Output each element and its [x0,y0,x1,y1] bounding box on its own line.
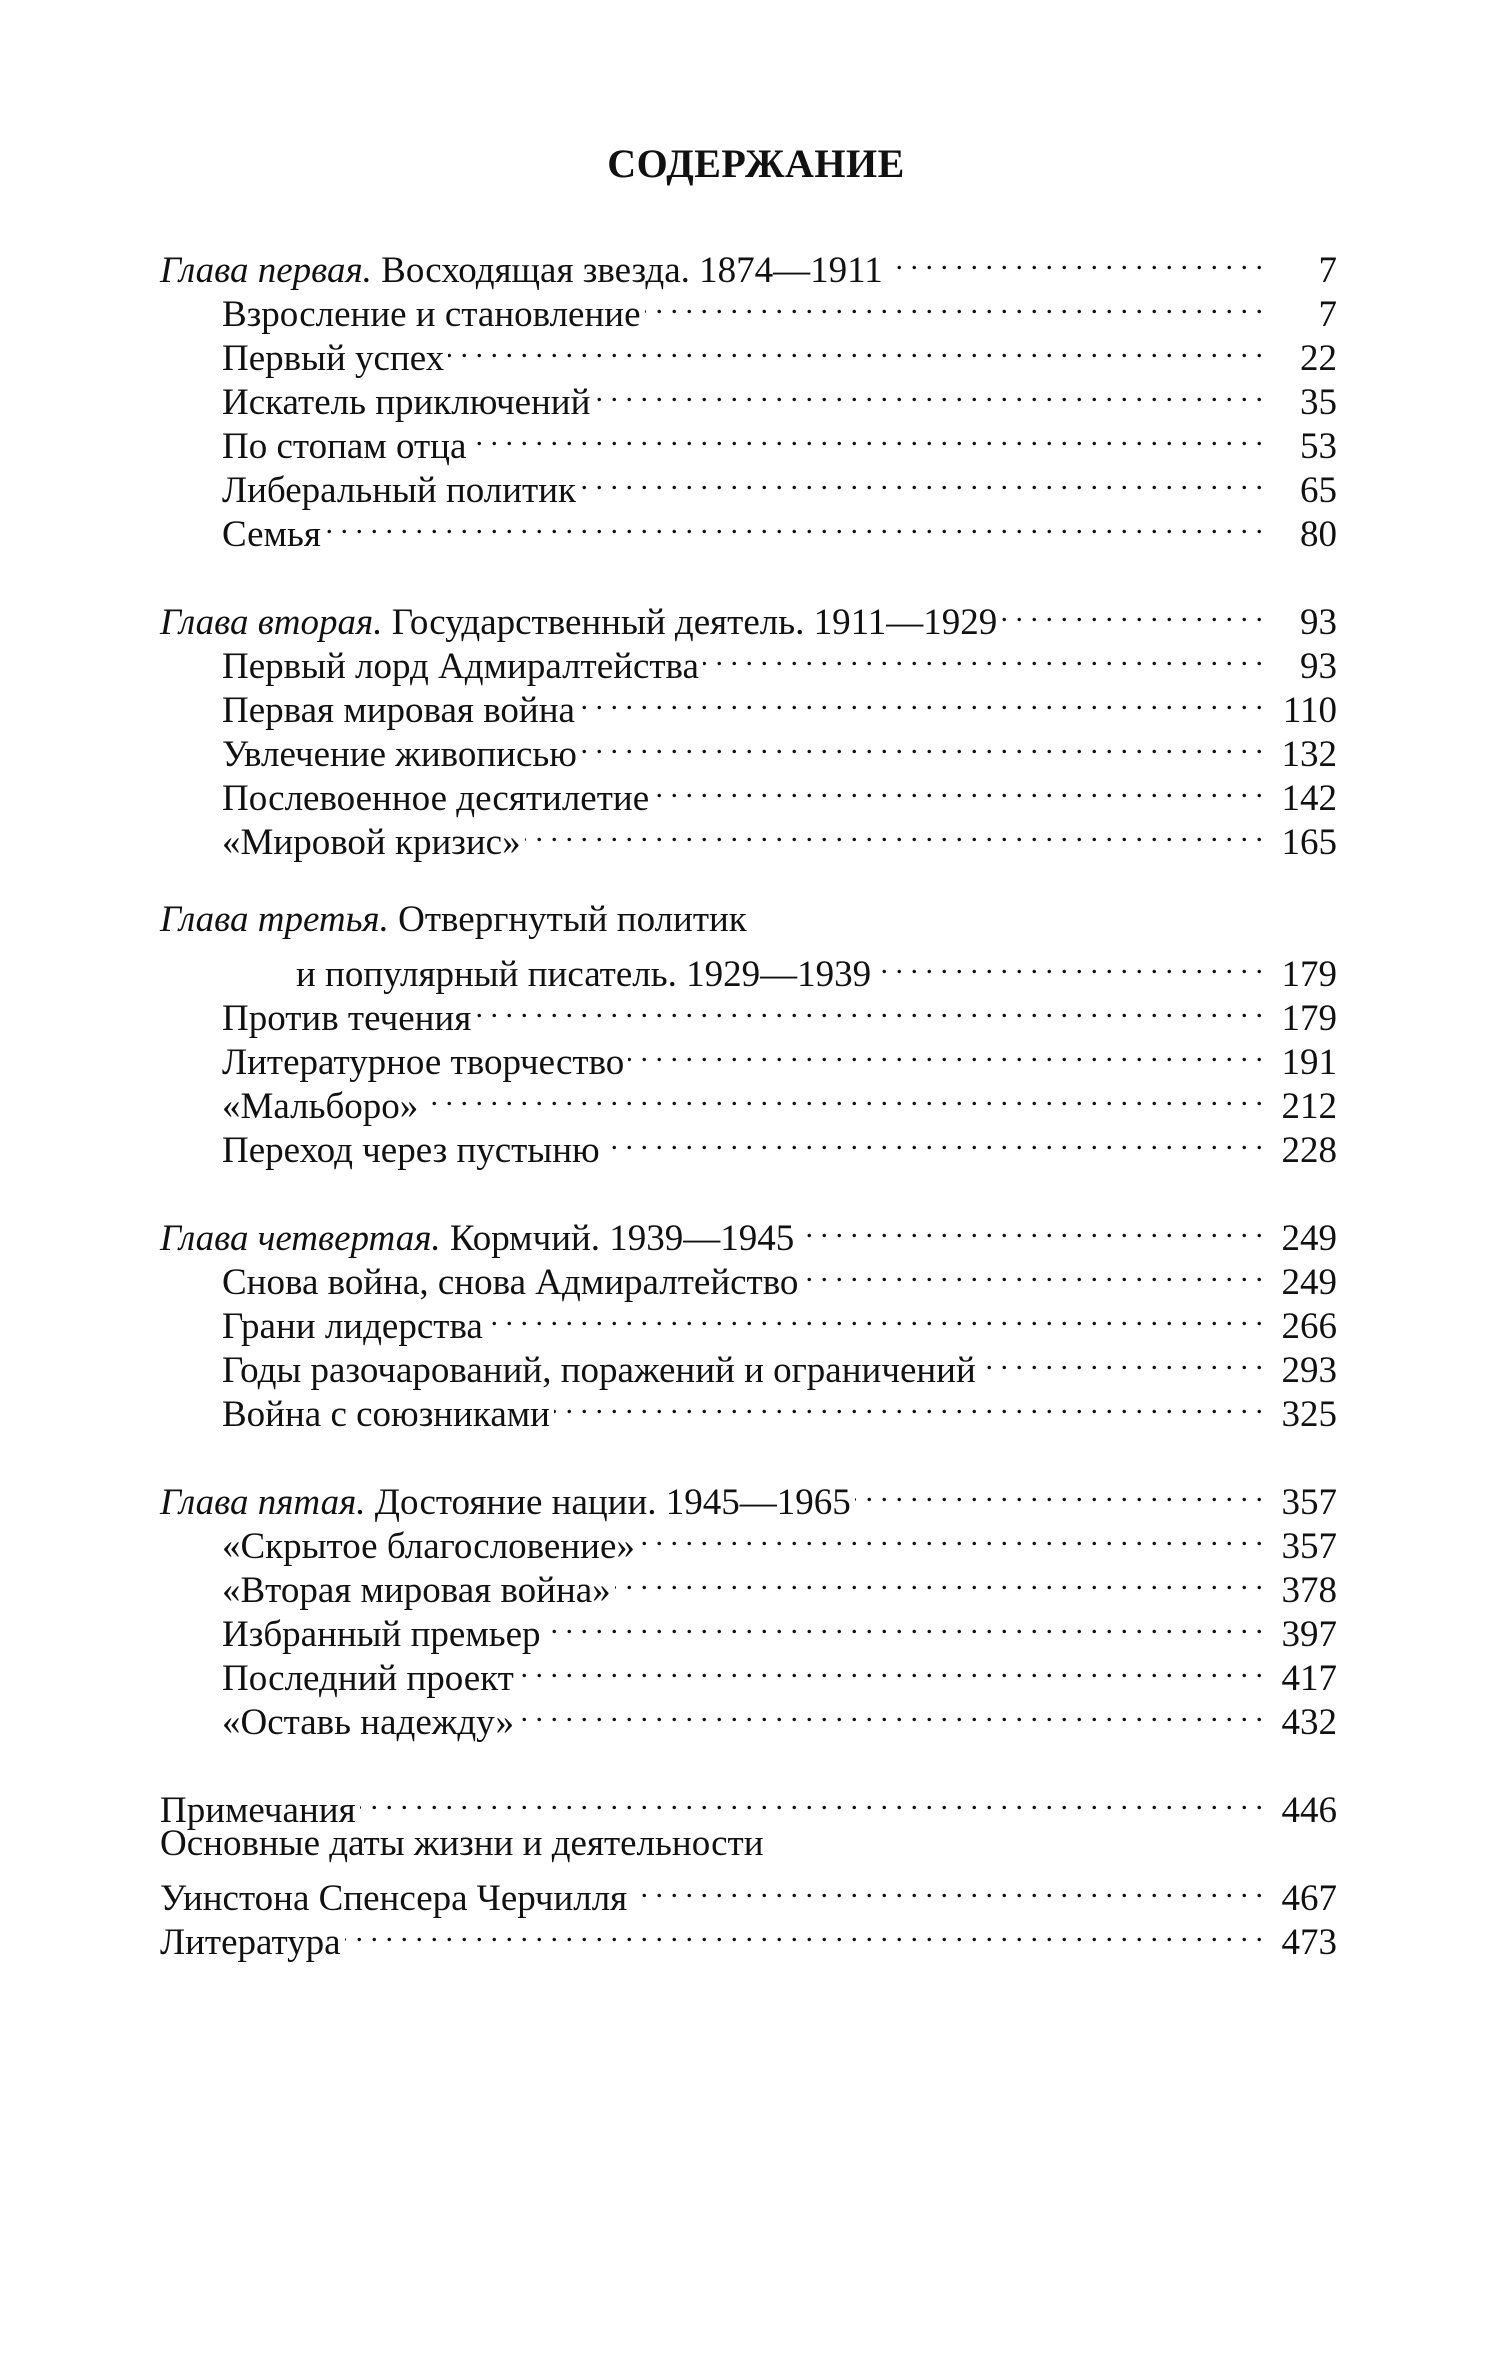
back-matter-page: 467 [1281,1878,1337,1919]
section-row [160,502,1337,555]
section-title: Либеральный политик [222,470,576,511]
chapter-3-name: Отвергнутый политик [398,899,747,940]
back-matter-title: Примечания [160,1790,356,1831]
section-page: 228 [1281,1130,1337,1171]
spacer [160,546,1337,590]
chapter-5-name: Достояние нации. 1945—1965 [374,1482,851,1523]
dot-leader [1001,590,1263,634]
chapter-4-row [160,1206,1337,1259]
section-page: 417 [1281,1658,1337,1699]
back-matter-title-cont: Уинстона Спенсера Черчилля [160,1878,628,1919]
section-title: Литературное творчество [222,1042,625,1083]
section-page: 110 [1282,690,1337,731]
section-page: 325 [1281,1394,1337,1435]
dot-leader [554,1382,1263,1426]
section-page: 93 [1300,646,1337,687]
section-title: Снова война, снова Адмиралтейство [222,1262,799,1303]
chapter-1-name: Восходящая звезда. 1874—1911 [381,250,883,291]
chapter-4-name: Кормчий. 1939—1945 [449,1218,795,1259]
chapter-1-page: 7 [1318,250,1337,291]
back-matter-row [160,1822,1337,1866]
chapter-2-page: 93 [1300,602,1337,643]
chapter-1-row [160,238,1337,291]
dot-leader [980,1338,1263,1382]
back-matter-row-cont [160,1866,1337,1919]
chapter-2-name: Государственный деятель. 1911—1929 [391,602,998,643]
section-page: 142 [1281,778,1337,819]
dot-leader [645,282,1263,326]
dot-leader [487,1294,1263,1338]
dot-leader [639,1514,1263,1558]
section-title: Последний проект [222,1658,514,1699]
section-page: 53 [1300,426,1337,467]
section-page: 249 [1281,1262,1337,1303]
section-page: 65 [1300,470,1337,511]
chapter-2-row [160,590,1337,643]
dot-leader [448,326,1263,370]
dot-leader [594,370,1263,414]
dot-leader [518,1690,1263,1734]
section-title: «Скрытое благословение» [222,1526,635,1567]
dot-leader [615,1558,1263,1602]
section-title: Избранный премьер [222,1614,541,1655]
chapter-3-title [160,898,747,942]
section-title: «Вторая мировая война» [222,1570,611,1611]
dot-leader [470,414,1263,458]
dot-leader [545,1602,1263,1646]
dot-leader [525,810,1263,854]
dot-leader [703,634,1263,678]
section-title: Первый лорд Адмиралтейства [222,646,699,687]
section-title: Искатель приключений [222,382,591,423]
chapter-3-name-cont: и популярный писатель. 1929—1939 [296,954,872,995]
dot-leader [345,1910,1263,1954]
dot-leader [604,1118,1263,1162]
back-matter-page: 446 [1281,1790,1337,1831]
section-title: «Оставь надежду» [222,1702,515,1743]
section-page: 80 [1300,514,1337,555]
dot-leader [653,766,1263,810]
dot-leader [518,1646,1263,1690]
dot-leader [360,1778,1263,1822]
section-title: Семья [222,514,321,555]
dot-leader [325,502,1263,546]
chapter-4-label: Глава четвертая. [160,1218,441,1259]
dot-leader [887,238,1263,282]
dot-leader [855,1470,1263,1514]
back-matter-row [160,1778,1337,1831]
dot-leader [475,986,1263,1030]
section-page: 22 [1300,338,1337,379]
chapter-5-page: 357 [1281,1482,1337,1523]
section-page: 179 [1281,998,1337,1039]
section-page: 165 [1281,822,1337,863]
dot-leader [875,942,1263,986]
section-page: 212 [1281,1086,1337,1127]
section-page: 266 [1281,1306,1337,1347]
section-title: Годы разочарований, поражений и ограничений [222,1350,976,1391]
chapter-3-page: 179 [1281,954,1337,995]
section-page: 432 [1281,1702,1337,1743]
section-page: 397 [1281,1614,1337,1655]
chapter-1-label: Глава первая. [160,250,372,291]
dot-leader [802,1250,1263,1294]
dot-leader [579,678,1263,722]
page-title: СОДЕРЖАНИЕ [607,141,905,186]
section-page: 132 [1281,734,1337,775]
section-title: «Мальборо» [222,1086,419,1127]
chapter-3-label: Глава третья. [160,899,389,940]
section-page: 7 [1318,294,1337,335]
section-title: Переход через пустыню [222,1130,600,1171]
section-title: «Мировой кризис» [222,822,521,863]
section-title: Увлечение живописью [222,734,577,775]
dot-leader [628,1030,1263,1074]
section-title: Первый успех [222,338,445,379]
section-page: 35 [1300,382,1337,423]
back-matter-page: 473 [1281,1922,1337,1963]
chapter-4-title [160,1217,794,1261]
chapter-2-label: Глава вторая. [160,602,383,643]
chapter-5-label: Глава пятая. [160,1482,366,1523]
back-matter-title: Литература [160,1922,341,1963]
section-title: Взросление и становление [222,294,641,335]
dot-leader [798,1206,1263,1250]
dot-leader [631,1866,1263,1910]
dot-leader [422,1074,1263,1118]
section-title: Война с союзниками [222,1394,550,1435]
table-of-contents [160,238,1337,1963]
section-title: Грани лидерства [222,1306,483,1347]
chapter-3-row-cont [160,942,1337,995]
section-title: Первая мировая война [222,690,575,731]
section-page: 378 [1281,1570,1337,1611]
chapter-5-row [160,1470,1337,1523]
section-title: Послевоенное десятилетие [222,778,650,819]
dot-leader [580,458,1263,502]
section-title: Против течения [222,998,472,1039]
section-title: По стопам отца [222,426,467,467]
chapter-3-row [160,898,1337,942]
chapter-4-page: 249 [1281,1218,1337,1259]
section-page: 191 [1281,1042,1337,1083]
section-page: 293 [1281,1350,1337,1391]
section-page: 357 [1281,1526,1337,1567]
dot-leader [581,722,1263,766]
back-matter-title: Основные даты жизни и деятельности [160,1823,764,1864]
